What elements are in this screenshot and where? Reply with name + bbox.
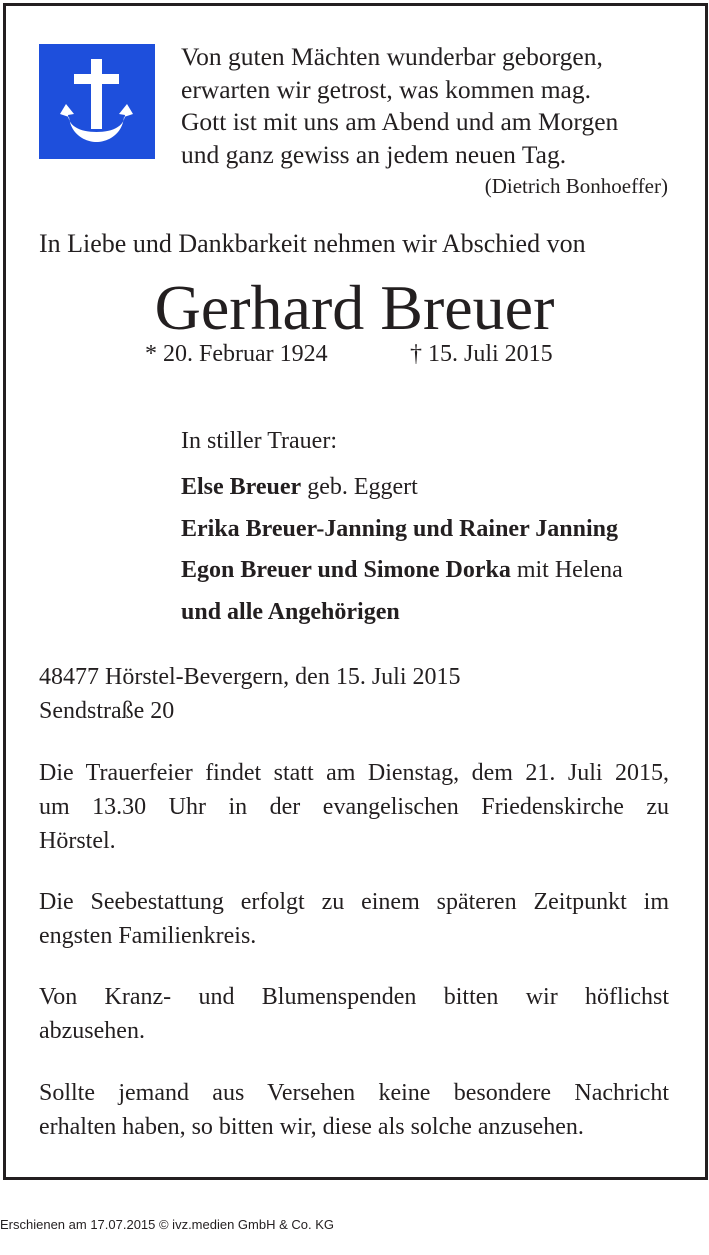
mourner-name: Else Breuer (181, 474, 302, 500)
birth-date: * 20. Februar 1924 (145, 341, 328, 367)
cross-anchor-icon (39, 44, 155, 159)
death-date: † 15. Juli 2015 (410, 341, 553, 367)
notice-line: Die Trauerfeier findet statt am Dienstag, dem 21. Juli 2015, (39, 760, 669, 786)
notice-line: Von Kranz- und Blumenspenden bitten wir höflichst (39, 984, 669, 1010)
quote-source: (Dietrich Bonhoeffer) (484, 174, 668, 198)
notice-line: Die Seebestattung erfolgt zu einem späteren Zeitpunkt im (39, 889, 669, 915)
notice-line: abzusehen. (39, 1018, 145, 1044)
publication-footer: Erschienen am 17.07.2015 © ivz.medien GmbH & Co. KG (0, 1217, 335, 1232)
place-date: 48477 Hörstel-Bevergern, den 15. Juli 2015 (39, 664, 461, 690)
notice-line: um 13.30 Uhr in der evangelischen Friedenskirche zu (39, 794, 669, 820)
burial-notice (39, 885, 669, 953)
mourner-entry (181, 474, 418, 501)
address-block (39, 660, 669, 728)
flowers-notice (39, 980, 669, 1048)
mourner-name: Erika Breuer-Janning und Rainer Janning (181, 516, 618, 542)
mourner-name: Egon Breuer und Simone Dorka (181, 557, 511, 583)
mourner-extra: geb. Eggert (301, 474, 418, 500)
mourner-name: und alle Angehörigen (181, 599, 400, 625)
mourner-entry (181, 599, 400, 626)
notification-notice (39, 1076, 669, 1144)
quote-line: und ganz gewiss an jedem neuen Tag. (181, 139, 567, 169)
farewell-intro: In Liebe und Dankbarkeit nehmen wir Abschied von (39, 229, 586, 258)
funeral-notice (39, 756, 669, 858)
street: Sendstraße 20 (39, 698, 175, 724)
notice-line: erhalten haben, so bitten wir, diese als solche anzusehen. (39, 1114, 584, 1140)
quote-line: Von guten Mächten wunderbar geborgen, (181, 42, 603, 71)
mourner-entry (181, 557, 623, 584)
quote-line: erwarten wir getrost, was kommen mag. (181, 74, 592, 104)
notice-line: Sollte jemand aus Versehen keine besondere Nachricht (39, 1080, 669, 1106)
mourners-heading: In stiller Trauer: (181, 428, 337, 454)
notice-line: Hörstel. (39, 828, 116, 854)
notice-line: engsten Familienkreis. (39, 923, 257, 949)
quote-line: Gott ist mit uns am Abend und am Morgen (181, 107, 619, 136)
bonhoeffer-quote (181, 41, 671, 198)
deceased-name: Gerhard Breuer (154, 272, 555, 343)
mourner-entry (181, 516, 618, 543)
mourner-extra: mit Helena (510, 557, 623, 583)
